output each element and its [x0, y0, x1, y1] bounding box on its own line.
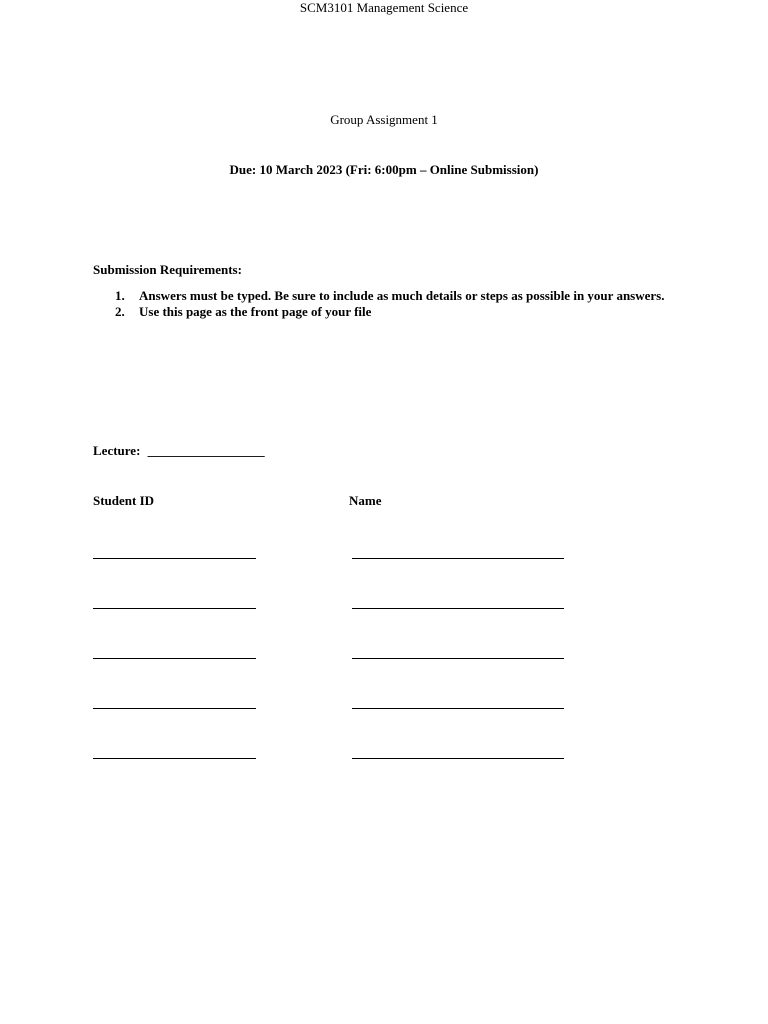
name-blank[interactable]: [352, 758, 564, 759]
requirement-item: [93, 288, 693, 303]
student-id-blank[interactable]: [93, 558, 256, 559]
student-id-blank[interactable]: [93, 608, 256, 609]
requirements-heading: Submission Requirements:: [93, 262, 242, 277]
lecture-label: Lecture:: [93, 443, 141, 458]
student-id-blank[interactable]: [93, 708, 256, 709]
assignment-title: Group Assignment 1: [330, 112, 438, 127]
name-blank[interactable]: [352, 708, 564, 709]
requirement-number: 1.: [115, 288, 125, 303]
name-blank[interactable]: [352, 658, 564, 659]
name-blank[interactable]: [352, 558, 564, 559]
requirement-text: Use this page as the front page of your file: [139, 304, 372, 319]
lecture-field: [93, 443, 265, 459]
requirement-text: Answers must be typed. Be sure to include as much details or steps as possible in your answers.: [139, 288, 665, 303]
lecture-blank[interactable]: __________________: [147, 443, 265, 458]
course-title: SCM3101 Management Science: [299, 0, 469, 15]
due-line: Due: 10 March 2023 (Fri: 6:00pm – Online Submission): [229, 162, 539, 177]
student-id-blank[interactable]: [93, 758, 256, 759]
requirements-list: [93, 288, 693, 320]
name-blank[interactable]: [352, 608, 564, 609]
requirement-item: [93, 304, 693, 319]
student-id-blank[interactable]: [93, 658, 256, 659]
student-id-header: Student ID: [93, 493, 155, 508]
requirement-number: 2.: [115, 304, 125, 319]
name-header: Name: [349, 493, 382, 508]
